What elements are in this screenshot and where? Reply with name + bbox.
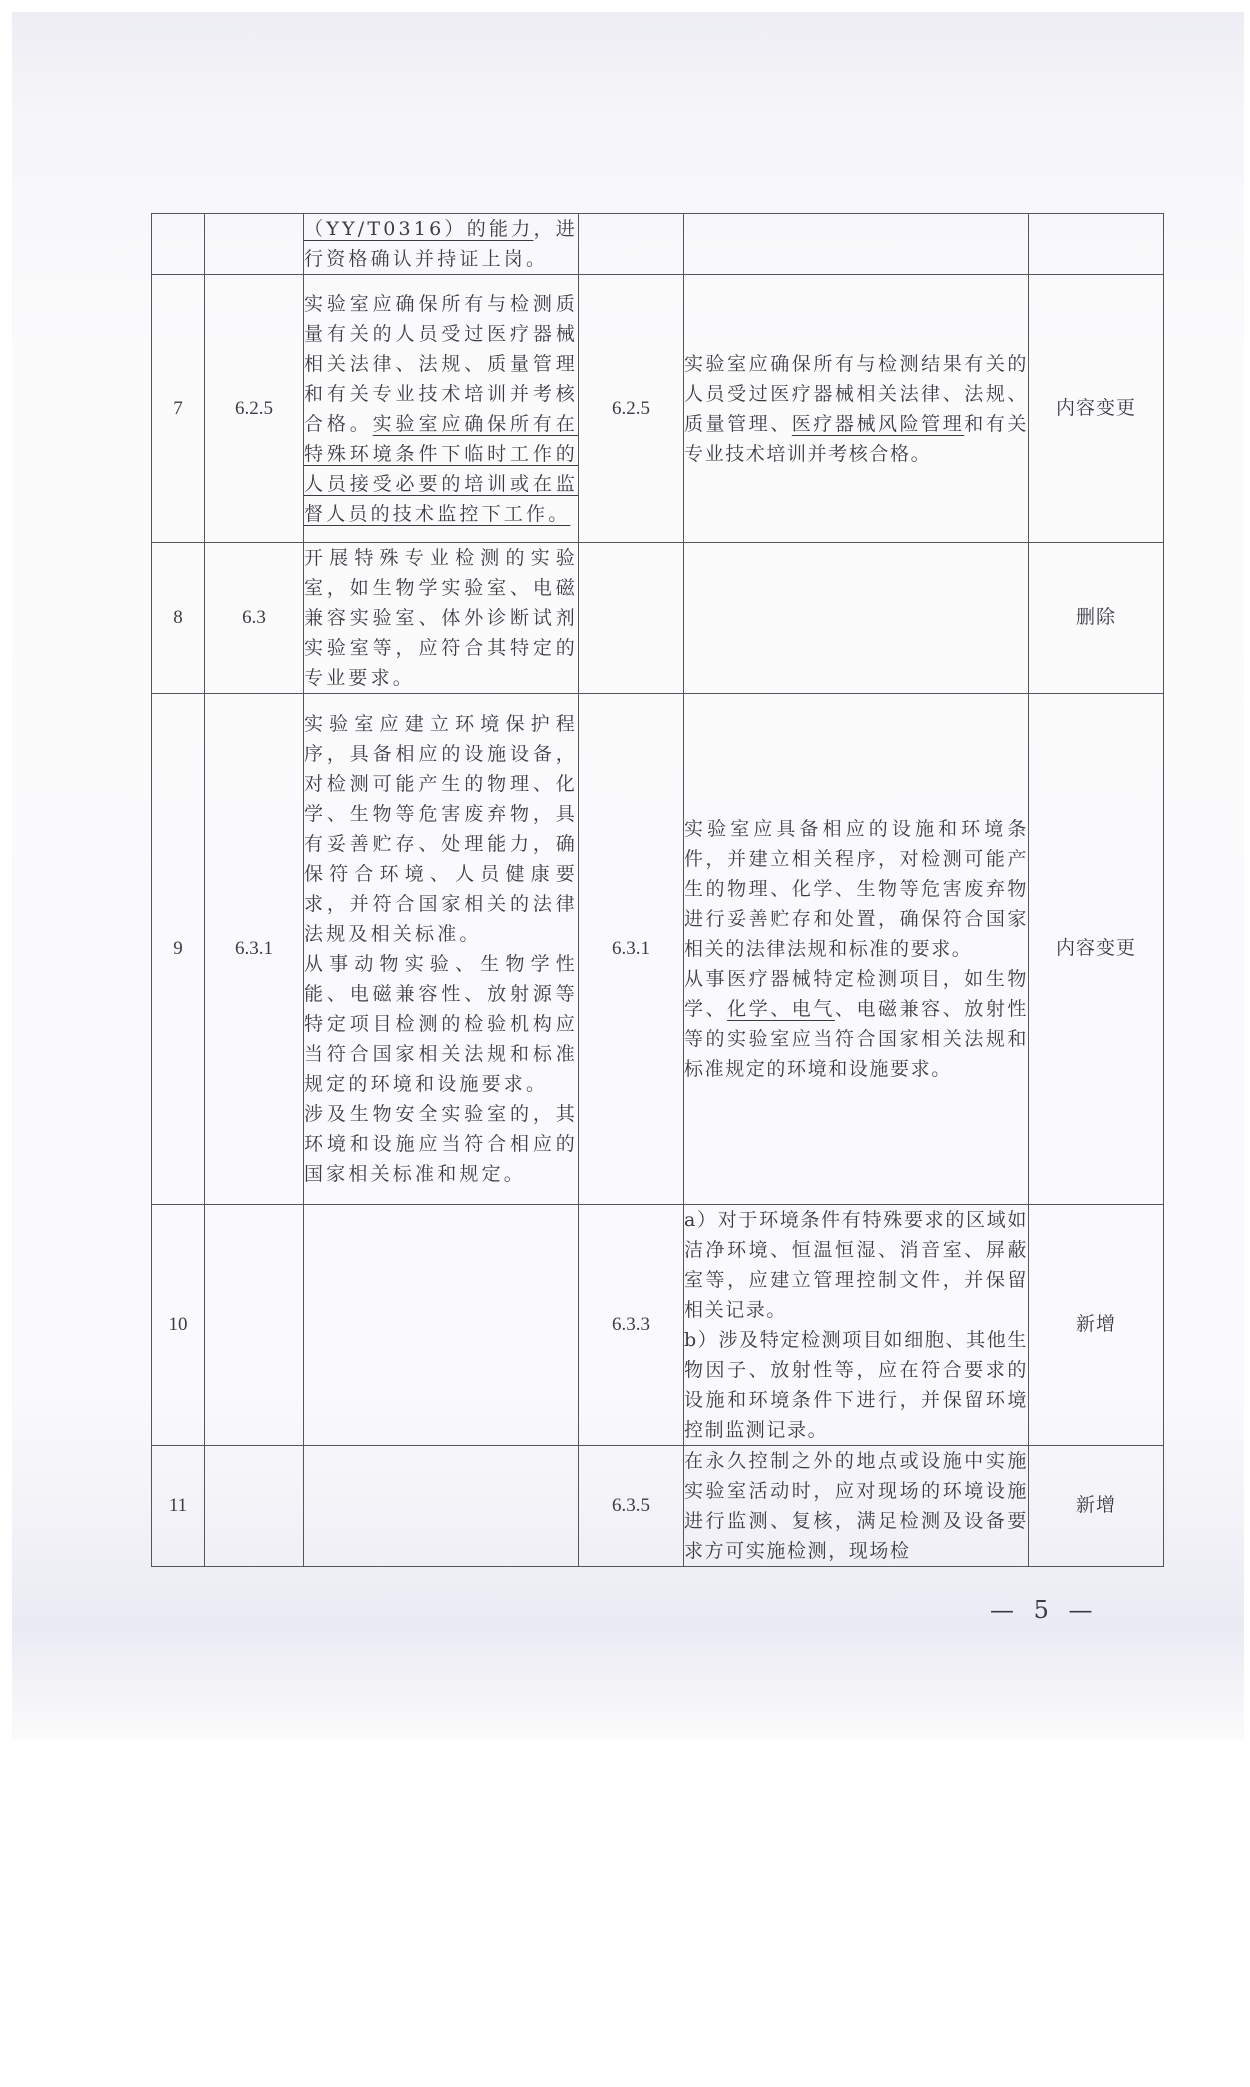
paragraph: 从事动物实验、生物学性能、电磁兼容性、放射源等特定项目检测的检验机构应当符合国家相关法规和标准规定的环境和设施要求。 [304, 953, 578, 1095]
change-type [1029, 214, 1164, 275]
old-clause-number: 6.3.1 [205, 694, 304, 1205]
text-segment: 实验室应确保所有与检测结果有关的人员受过医疗器械相关法律、法规、 质量管理、 [684, 352, 1028, 435]
paragraph [684, 964, 1028, 1084]
change-type: 新增 [1029, 1205, 1164, 1446]
row-number: 7 [152, 275, 205, 543]
old-clause-number [205, 214, 304, 275]
row-number: 9 [152, 694, 205, 1205]
row-number [152, 214, 205, 275]
underlined-text: （YY/T0316）的能力 [304, 218, 534, 240]
new-clause-number: 6.3.1 [579, 694, 684, 1205]
text-segment: 、电磁兼容、放射性等的实验室应当符合国家相关法规和标准规定的环境和设施要求。 [684, 998, 1028, 1080]
new-clause-number [579, 543, 684, 694]
new-clause-number: 6.2.5 [579, 275, 684, 543]
new-clause-number [579, 214, 684, 275]
new-clause-text: 在永久控制之外的地点或设施中实施实验室活动时，应对现场的环境设施进行监测、复核，满足检测及设备要求方可实施检测，现场检 [684, 1446, 1029, 1567]
old-clause-number [205, 1446, 304, 1567]
new-clause-text [684, 214, 1029, 275]
row-number: 11 [152, 1446, 205, 1567]
paragraph: 实验室应建立环境保护程序，具备相应的设施设备，对检测可能产生的物理、化学、生物等危害废弃物，具有妥善贮存、处理能力，确保符合环境、人员健康要求，并符合国家相关的法律法规及相关标准。 [304, 713, 578, 945]
row-number: 10 [152, 1205, 205, 1446]
new-clause-text [684, 1205, 1029, 1446]
table-row-continuation [152, 214, 1164, 275]
new-clause-text [684, 694, 1029, 1205]
old-clause-text [304, 214, 579, 275]
paragraph: 涉及生物安全实验室的，其环境和设施应当符合相应的国家相关标准和规定。 [304, 1103, 578, 1185]
table-row [152, 1446, 1164, 1567]
table-row [152, 543, 1164, 694]
row-number: 8 [152, 543, 205, 694]
text-segment: 和有关专业技术培训并考核合格。 [684, 412, 1028, 465]
page-number: — 5 — [990, 1596, 1099, 1624]
item-b: b）涉及特定检测项目如细胞、其他生物因子、放射性等，应在符合要求的设施和环境条件下进行，并保留环境控制监测记录。 [684, 1329, 1028, 1441]
change-type: 内容变更 [1029, 694, 1164, 1205]
old-clause-text [304, 1205, 579, 1446]
old-clause-text [304, 694, 579, 1205]
underlined-text: 实验室应确保所有在特殊环境条件下临时工作的人员接受必要的培训或在监督人员的技术监控下工作。 [304, 412, 578, 525]
new-clause-number: 6.3.3 [579, 1205, 684, 1446]
old-clause-text [304, 1446, 579, 1567]
new-clause-text [684, 275, 1029, 543]
item-a: a）对于环境条件有特殊要求的区域如洁净环境、恒温恒湿、消音室、屏蔽室等，应建立管理控制文件，并保留相关记录。 [684, 1209, 1028, 1321]
old-clause-number [205, 1205, 304, 1446]
change-type: 新增 [1029, 1446, 1164, 1567]
table-row [152, 275, 1164, 543]
paragraph: 实验室应具备相应的设施和环境条件，并建立相关程序，对检测可能产生的物理、化学、生物等危害废弃物进行妥善贮存和处置，确保符合国家相关的法律法规和标准的要求。 [684, 818, 1028, 960]
change-type: 内容变更 [1029, 275, 1164, 543]
old-clause-text: 开展特殊专业检测的实验室，如生物学实验室、电磁兼容实验室、体外诊断试剂实验室等，应符合其特定的专业要求。 [304, 543, 579, 694]
underlined-text: 化学、电气 [727, 998, 835, 1020]
old-clause-number: 6.3 [205, 543, 304, 694]
table-row [152, 694, 1164, 1205]
old-clause-text [304, 275, 579, 543]
comparison-table [151, 213, 1164, 1567]
old-clause-number: 6.2.5 [205, 275, 304, 543]
text-segment: 从事医疗器械特定检测项目，如生物学、 [684, 968, 1028, 1020]
text-segment: 实验室应确保所有与检测质量有关的人员受过医疗器械相关法律、法规、质量管理和有关专业技术培训并考核合格。 [304, 292, 578, 435]
new-clause-number: 6.3.5 [579, 1446, 684, 1567]
table-row [152, 1205, 1164, 1446]
new-clause-text [684, 543, 1029, 694]
text-segment: ，进行资格确认并持证上岗。 [304, 218, 578, 270]
change-type: 删除 [1029, 543, 1164, 694]
underlined-text: 医疗器械风险管理 [791, 412, 965, 435]
